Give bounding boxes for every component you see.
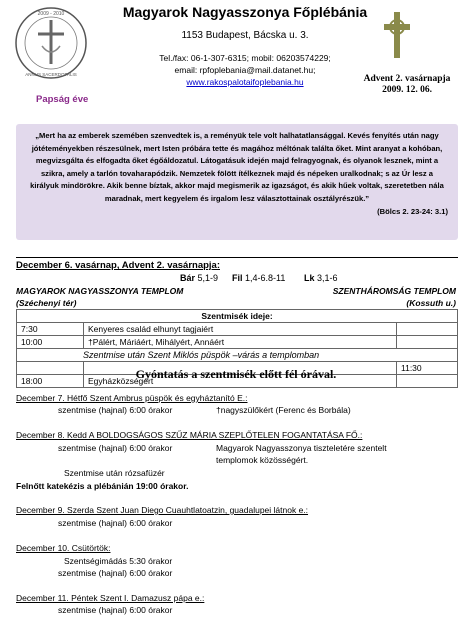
quote-reference: (Bölcs 2. 23-24: 3.1) [377,206,448,216]
mass-note: Szentmise után Szent Miklós püspök –várás a templomban [17,349,458,362]
table-header-row [17,310,458,323]
day-heading: December 11. Péntek Szent I. Damazusz pápa e.: [16,593,205,603]
church-left: MAGYAROK NAGYASSZONYA TEMPLOM [16,286,184,296]
day-heading: December 8. Kedd A BOLDOGSÁGOS SZŰZ MÁRIA SZEPLŐTELEN FOGANTATÁSA FŐ.: [16,430,363,440]
mass-time: 18:00 [17,375,84,388]
parish-title: Magyarok Nagyasszonya Főplébánia [122,4,368,20]
table-row [17,336,458,349]
quote-text: „Mert ha az emberek szemében szenvedtek is, a reményük tele volt halhatatlansággal. Kevés fenyítés után nagy jótéteményekben részesülnek, mert Isten próbára tette és magához méltónak találta őket. Mint aranyat a kohóban, megvizsgálta és elfogadta őket égőáldozatul. Látogatásuk idején majd felragyognak, és olyanok lesznek, mint a szikra, amely a tarlón tovaharapódzik. Nemzetek fölött ítélkeznek majd és népeken uralkodnak; s az Úr lesz a királyuk mindörökre. Akik benne bíztak, akkor majd megismerik az igazságot, és akik hűek voltak, szeretetben nála maradnak, mert kegyelem és irgalom lesz választottainak osztályrészük.” [30,131,444,203]
website-link[interactable]: www.rakospalotaifoplebania.hu [186,77,304,87]
church-right: SZENTHÁROMSÁG TEMPLOM [332,286,456,296]
scripture-quote [16,124,458,240]
mass-time: 10:00 [17,336,84,349]
day-bold-note: Felnőtt katekézis a plébánián 19:00 órakor. [16,481,189,491]
divider [16,257,458,258]
mass-time-right: 11:30 [397,362,458,375]
day-mass: szentmise (hajnal) 6:00 órakor [58,568,173,578]
reading-2: Fil 1,4-6.8-11 [232,273,286,283]
day-mass: szentmise (hajnal) 6:00 órakor [58,443,173,453]
day-heading: December 7. Hétfő Szent Ambrus püspök és egyháztanító E.: [16,393,248,403]
day-intention: †nagyszülőkért (Ferenc és Borbála) [216,405,351,415]
day-intention-2: templomok közösségért. [216,455,309,465]
day-extra: Szentmise után rózsafüzér [64,468,165,478]
gyonas-title: Gyóntatás a szentmisék előtt fél órával. [135,367,337,381]
mass-intention: Kenyeres család elhunyt tagjaiért [84,323,397,336]
seal-years: 2009 - 2010 [37,11,65,17]
phone-line: Tel./fax: 06-1-307-6315; mobil: 06203574229; [159,53,331,63]
day-intention: Magyarok Nagyasszonya tiszteletére szentelt [216,443,387,453]
cross-icon [382,10,412,60]
table-row [17,323,458,336]
place-right: (Kossuth u.) [406,298,456,308]
day-heading: December 9. Szerda Szent Juan Diego Cuauhtlatoatzin, guadalupei látnok e.: [16,505,309,515]
parish-address: 1153 Budapest, Bácska u. 3. [181,30,309,41]
sunday-heading: December 6. vasárnap, Advent 2. vasárnapja: [16,260,220,271]
seal-text: ANNUS SACERDOTALIS [25,72,77,77]
advent-date [352,74,462,96]
table-row [17,349,458,362]
table-header: Szentmisék ideje: [17,310,458,323]
day-heading: December 10. Csütörtök: [16,543,111,553]
mass-intention: †Pálért, Máriáért, Mihályért, Annáért [84,336,397,349]
advent-date-text: 2009. 12. 06. [382,85,432,95]
email-line: email: rpfoplebania@mail.datanet.hu; [174,65,316,75]
reading-1: Bár 5,1-9 [180,273,219,283]
papsag-eve-label: Papság éve [36,94,89,105]
advent-sunday: Advent 2. vasárnapja [363,74,451,84]
mass-time: 7:30 [17,323,84,336]
reading-3: Lk 3,1-6 [304,273,338,283]
mass-intention: Egyházközségért [84,375,397,388]
contact-block [100,52,390,88]
place-left: (Széchenyi tér) [16,298,77,308]
parish-seal-logo [14,6,88,80]
day-mass: szentmise (hajnal) 6:00 órakor [58,405,173,415]
day-mass: szentmise (hajnal) 6:00 órakor [58,518,173,528]
day-mass: szentmise (hajnal) 6:00 órakor [58,605,173,615]
day-line: Szentségimádás 5:30 órakor [64,556,173,566]
